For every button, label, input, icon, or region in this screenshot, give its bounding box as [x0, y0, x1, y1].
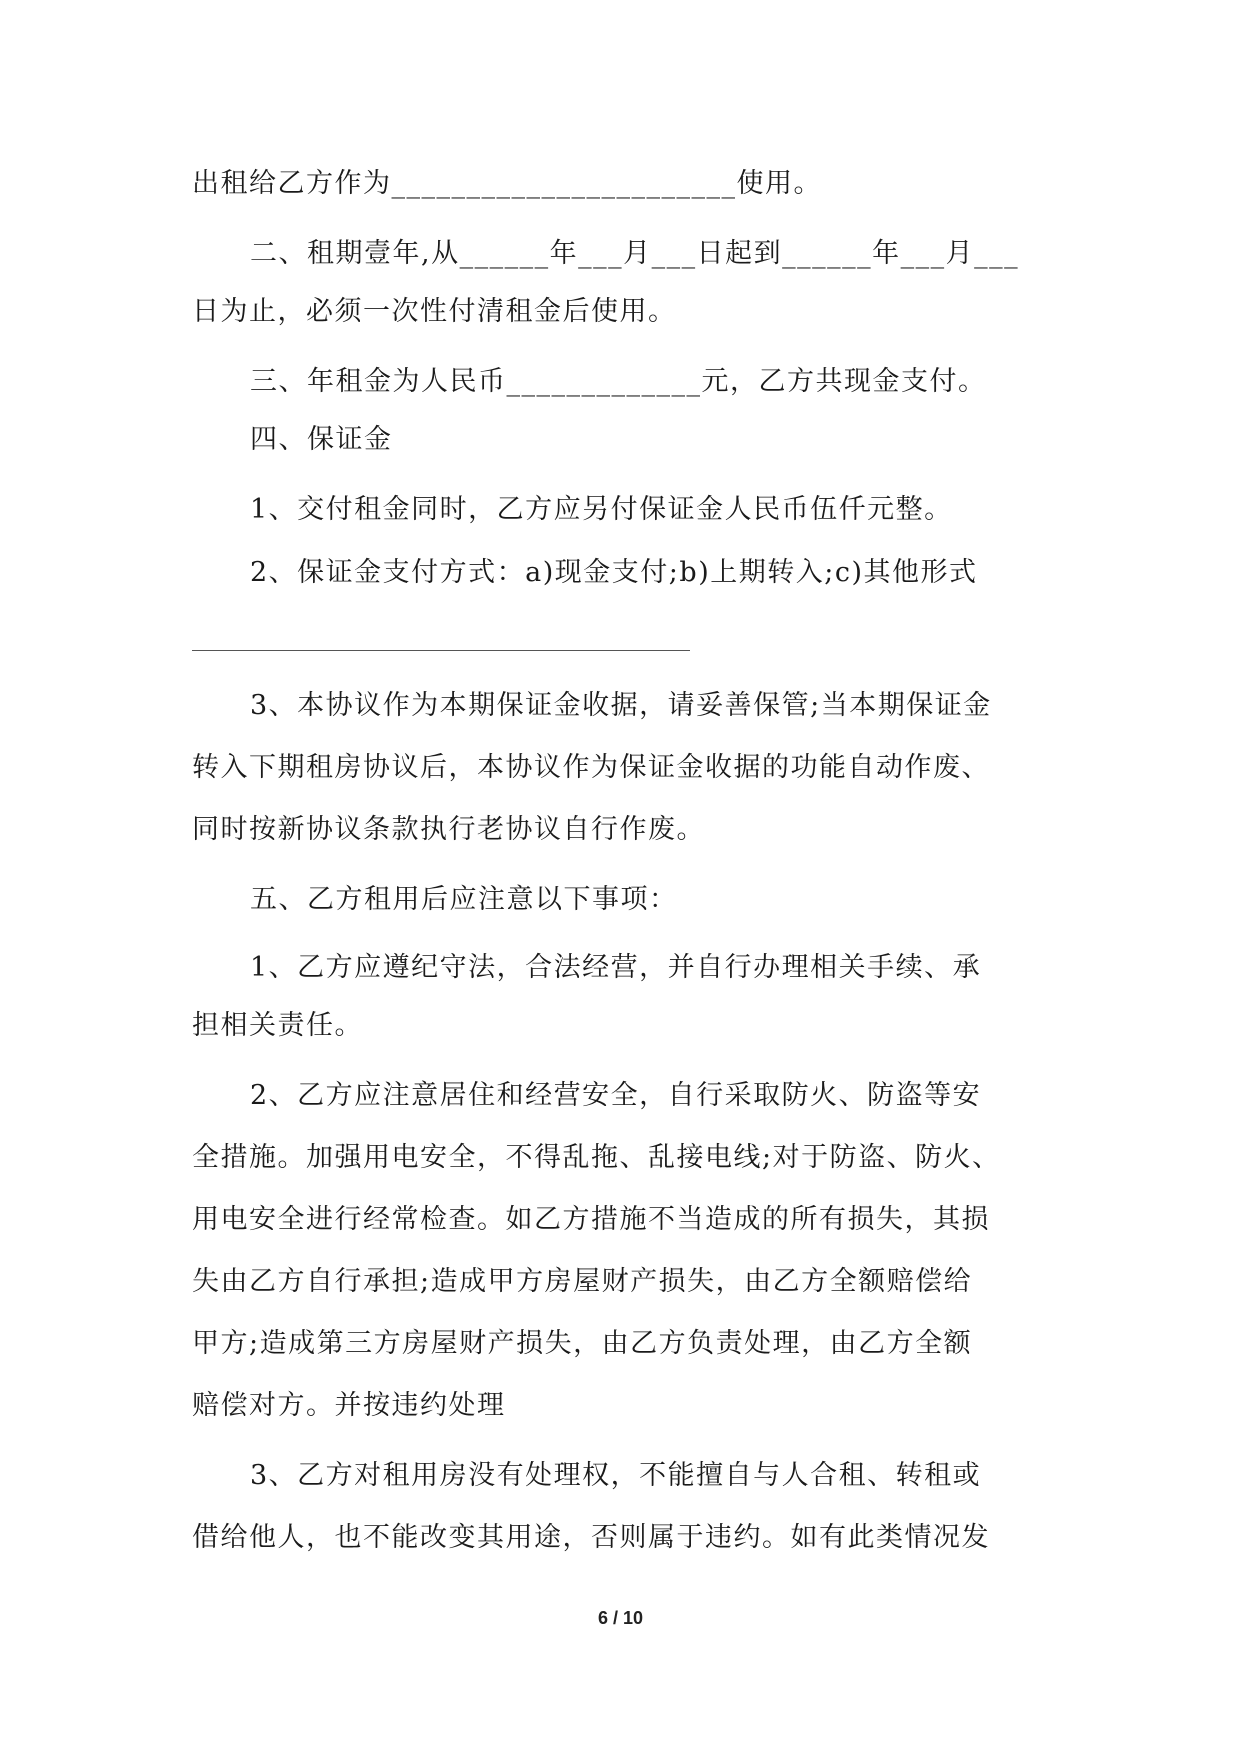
text-line: 借给他人，也不能改变其用途，否则属于违约。如有此类情况发: [192, 1522, 990, 1553]
text-line: 失由乙方自行承担;造成甲方房屋财产损失，由乙方全额赔偿给: [192, 1266, 973, 1297]
text-line: 3、本协议作为本期保证金收据，请妥善保管;当本期保证金: [250, 690, 992, 721]
text-line: 1、交付租金同时，乙方应另付保证金人民币伍仟元整。: [250, 494, 953, 525]
text-line: 2、乙方应注意居住和经营安全，自行采取防火、防盗等安: [250, 1080, 982, 1111]
text-line: 用电安全进行经常检查。如乙方措施不当造成的所有损失，其损: [192, 1204, 990, 1235]
text-line: 赔偿对方。并按违约处理: [192, 1390, 506, 1421]
text-line: 全措施。加强用电安全，不得乱拖、乱接电线;对于防盗、防火、: [192, 1142, 1001, 1173]
text-line: 3、乙方对租用房没有处理权，不能擅自与人合租、转租或: [250, 1460, 982, 1491]
text-line: 1、乙方应遵纪守法，合法经营，并自行办理相关手续、承: [250, 952, 982, 983]
text-line: 甲方;造成第三方房屋财产损失，由乙方负责处理，由乙方全额: [192, 1328, 973, 1359]
text-line: 2、保证金支付方式：a)现金支付;b)上期转入;c)其他形式: [250, 557, 978, 588]
text-line: 同时按新协议条款执行老协议自行作废。: [192, 814, 705, 845]
section-heading: 五、乙方租用后应注意以下事项：: [250, 884, 678, 915]
section-heading: 四、保证金: [250, 424, 393, 455]
text-line: 三、年租金为人民币_____________元，乙方共现金支付。: [250, 366, 987, 397]
text-line: 二、租期壹年,从______年___月___日起到______年___月___: [250, 238, 1020, 269]
text-line: 担相关责任。: [192, 1010, 363, 1041]
page-number: 6 / 10: [597, 1608, 644, 1628]
text-line: 转入下期租房协议后，本协议作为保证金收据的功能自动作废、: [192, 752, 990, 783]
text-line: 出租给乙方作为_______________________使用。: [192, 168, 822, 199]
text-line: 日为止，必须一次性付清租金后使用。: [192, 296, 677, 327]
fill-in-blank-line: [192, 650, 690, 651]
